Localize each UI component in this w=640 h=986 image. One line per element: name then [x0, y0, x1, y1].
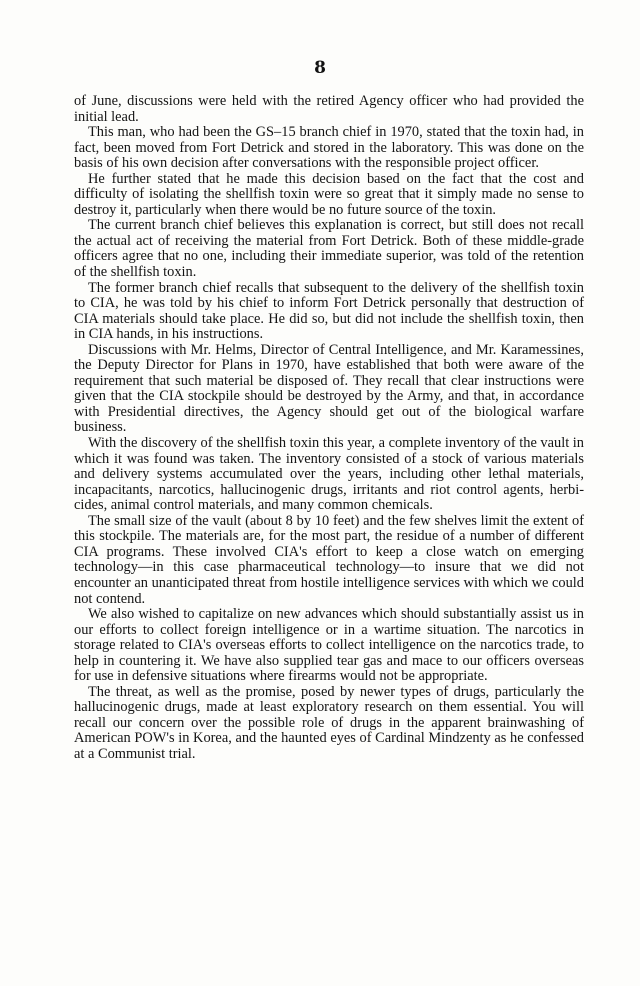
- paragraph-8: The small size of the vault (about 8 by 10 feet) and the few shelves limit the extent of this stockpile. The materials are, for the most part, the residue of a number of different CIA programs. These involved CIA's effort to keep a close watch on emerging technology—in this case pharmaceutical technology—to insure that we did not encounter an unanticipated threat from hostile intelligence services with which we could not contend.: [74, 512, 584, 607]
- page-number: 8: [314, 58, 326, 78]
- paragraph-2: This man, who had been the GS–15 branch chief in 1970, stated that the toxin had, in fact, been moved from Fort Detrick and stored in the laboratory. This was done on the basis of his own decision after conversations with the responsible project officer.: [74, 124, 584, 172]
- paragraph-6: Discussions with Mr. Helms, Director of Central Intelligence, and Mr. Karamessines, the Deputy Director for Plans in 1970, have established that both were aware of the requirement that such material be disposed of. They recall that clear instructions were given that the CIA stockpile should be destroyed by the Army, and that, in accordance with Presidential directives, the Agency should get out of the biological warfare business.: [74, 341, 584, 436]
- paragraph-1: of June, discussions were held with the retired Agency officer who had provided the initial lead.: [74, 93, 584, 125]
- paragraph-10: The threat, as well as the promise, posed by newer types of drugs, particularly the hallucinogenic drugs, made at least exploratory research on them essential. You will recall our concern over the possible role of drugs in the apparent brainwashing of American POW's in Korea, and the haunted eyes of Cardinal Mindzenty as he confessed at a Communist trial.: [74, 683, 584, 762]
- paragraph-4: The current branch chief believes this explanation is correct, but still does not recall the actual act of receiving the material from Fort Detrick. Both of these middle-grade officers agree that no one, including their immediate superior, was told of the retention of the shellfish toxin.: [74, 217, 584, 281]
- body-text: [74, 94, 584, 763]
- paragraph-3: He further stated that he made this decision based on the fact that the cost and difficulty of isolating the shellfish toxin were so great that it simply made no sense to destroy it, particularly when there would be no future source of the toxin.: [74, 170, 584, 218]
- paragraph-5: The former branch chief recalls that subsequent to the delivery of the shellfish toxin to CIA, he was told by his chief to inform Fort Detrick personally that destruction of CIA materials should take place. He did so, but did not include the shellfish toxin, then in CIA hands, in his instructions.: [74, 279, 584, 343]
- paragraph-7: With the discovery of the shellfish toxin this year, a complete inventory of the vault in which it was found was taken. The inventory consisted of a stock of various materials and delivery systems accumulated over the years, including other lethal materials, incapacitants, narcotics, hallucinogenic drugs, irritants and riot control agents, herbicides, animal control materials, and many common chemicals.: [74, 435, 584, 514]
- paragraph-9: We also wished to capitalize on new advances which should substantially assist us in our efforts to collect foreign intelligence or in a wartime situation. The narcotics in storage related to CIA's overseas efforts to collect intelligence on the narcotics trade, to help in countering it. We have also supplied tear gas and mace to our officers overseas for use in defensive situations where firearms would not be appropriate.: [74, 606, 584, 685]
